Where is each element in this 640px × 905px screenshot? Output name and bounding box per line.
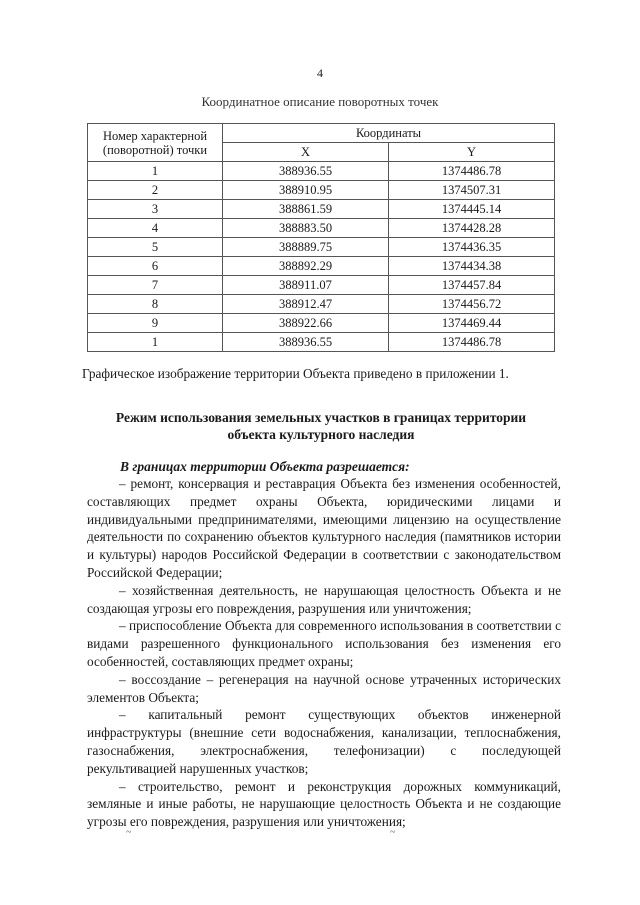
table-row: [88, 333, 555, 352]
point-number-cell: 1: [88, 162, 223, 181]
footer-mark-left: ~: [126, 827, 132, 838]
point-number-cell: 9: [88, 314, 223, 333]
section-title: [82, 409, 560, 443]
x-coordinate-cell: 388892.29: [223, 257, 389, 276]
y-coordinate-cell: 1374456.72: [389, 295, 555, 314]
x-coordinate-cell: 388936.55: [223, 162, 389, 181]
y-coordinate-cell: 1374507.31: [389, 181, 555, 200]
table-row: [88, 219, 555, 238]
table-row: [88, 162, 555, 181]
coordinates-table: [87, 123, 555, 352]
point-number-cell: 6: [88, 257, 223, 276]
point-number-header: [88, 124, 223, 162]
point-number-cell: 4: [88, 219, 223, 238]
page-number: 4: [317, 66, 323, 80]
x-coordinate-cell: 388883.50: [223, 219, 389, 238]
table-row: [88, 181, 555, 200]
x-coordinate-cell: 388861.59: [223, 200, 389, 219]
section-title-line1: Режим использования земельных участков в границах территории: [115, 410, 527, 425]
y-coordinate-cell: 1374428.28: [389, 219, 555, 238]
allowed-item: – капитальный ремонт существующих объектов инженерной инфраструктуры (внешние сети водоснабжения, канализации, теплоснабжения, газоснабжения, электроснабжения, телефонизации) с последующей рекультивацией нарушенных участков;: [87, 707, 561, 776]
point-header-line2: (поворотной) точки: [102, 142, 208, 157]
allowed-item: – ремонт, консервация и реставрация Объекта без изменения особенностей, составляющих предмет охраны Объекта, юридическими лицами и индивидуальными предпринимателями, имеющими лицензию на осуществление деятельности по сохранению объектов культурного наследия (памятников истории и культуры) народов Российской Федерации в соответствии с законодательством Российской Федерации;: [87, 476, 561, 580]
x-coordinate-cell: 388912.47: [223, 295, 389, 314]
allowed-item: – воссоздание – регенерация на научной основе утраченных исторических элементов Объекта;: [87, 671, 561, 705]
table-row: [88, 200, 555, 219]
table-row: [88, 276, 555, 295]
x-coordinate-cell: 388922.66: [223, 314, 389, 333]
y-coordinate-cell: 1374486.78: [389, 162, 555, 181]
graphic-note: Графическое изображение территории Объекта приведено в приложении 1.: [82, 366, 509, 381]
allowed-item: – хозяйственная деятельность, не нарушающая целостность Объекта и не создающая угрозы его повреждения, разрушения или уничтожения;: [87, 582, 561, 616]
y-coordinate-cell: 1374457.84: [389, 276, 555, 295]
point-number-cell: 7: [88, 276, 223, 295]
point-number-cell: 8: [88, 295, 223, 314]
x-coordinate-cell: 388889.75: [223, 238, 389, 257]
footer-mark-right: ~: [390, 827, 396, 838]
allowed-heading: В границах территории Объекта разрешается:: [120, 459, 410, 474]
y-coordinate-cell: 1374486.78: [389, 333, 555, 352]
x-header: X: [223, 143, 389, 162]
y-header: Y: [389, 143, 555, 162]
allowed-item: – строительство, ремонт и реконструкция дорожных коммуникаций, земляные и иные работы, не нарушающие целостность Объекта и не создающие угрозы его повреждения, разрушения или уничтожения;: [87, 778, 561, 830]
point-number-cell: 5: [88, 238, 223, 257]
y-coordinate-cell: 1374469.44: [389, 314, 555, 333]
coordinates-header: Координаты: [223, 124, 555, 143]
y-coordinate-cell: 1374436.35: [389, 238, 555, 257]
allowed-list: [87, 475, 561, 831]
section-title-line2: объекта культурного наследия: [227, 427, 415, 442]
point-number-cell: 2: [88, 181, 223, 200]
point-header-line1: Номер характерной: [102, 128, 208, 143]
y-coordinate-cell: 1374434.38: [389, 257, 555, 276]
coordinates-title: Координатное описание поворотных точек: [201, 94, 439, 109]
table-row: [88, 238, 555, 257]
table-row: [88, 295, 555, 314]
allowed-item: – приспособление Объекта для современного использования в соответствии с видами разрешенного функционального использования без изменения его особенностей, составляющих предмет охраны;: [87, 618, 561, 669]
point-number-cell: 3: [88, 200, 223, 219]
x-coordinate-cell: 388936.55: [223, 333, 389, 352]
y-coordinate-cell: 1374445.14: [389, 200, 555, 219]
point-number-cell: 1: [88, 333, 223, 352]
table-row: [88, 257, 555, 276]
table-row: [88, 314, 555, 333]
x-coordinate-cell: 388910.95: [223, 181, 389, 200]
x-coordinate-cell: 388911.07: [223, 276, 389, 295]
